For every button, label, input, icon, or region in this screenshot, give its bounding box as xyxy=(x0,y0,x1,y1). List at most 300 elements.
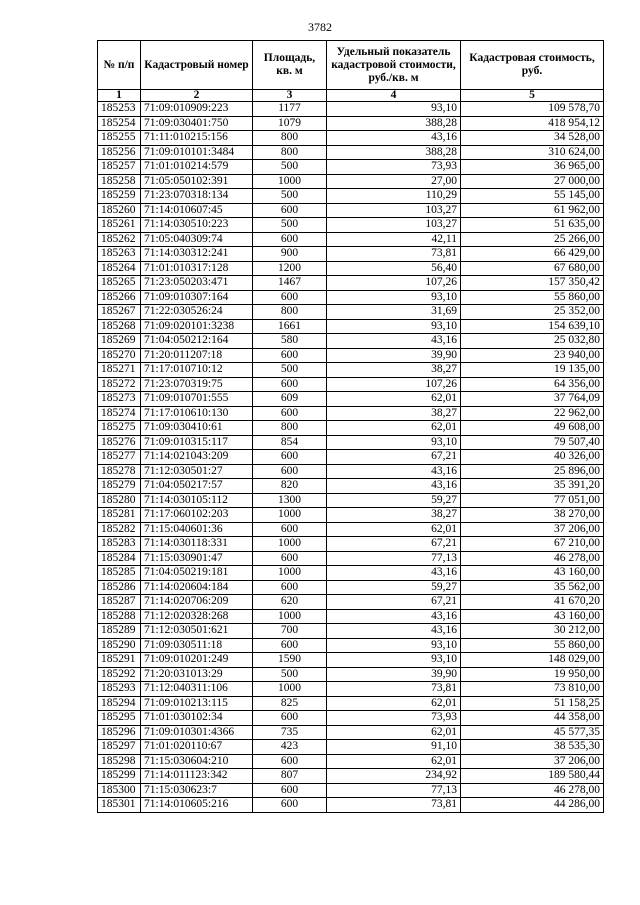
cadastral-value-cell: 67 210,00 xyxy=(461,537,604,552)
cadastral-value-cell: 55 860,00 xyxy=(461,638,604,653)
cadastral-number-cell: 71:09:010301:4366 xyxy=(141,725,253,740)
cadastral-number-cell: 71:09:010307:164 xyxy=(141,290,253,305)
table-row xyxy=(98,131,604,146)
specific-value-cell: 388,28 xyxy=(327,116,461,131)
cadastral-value-cell: 49 608,00 xyxy=(461,421,604,436)
column-number: 2 xyxy=(141,90,253,102)
area-cell: 600 xyxy=(253,638,327,653)
cadastral-number-cell: 71:20:031013:29 xyxy=(141,667,253,682)
row-number-cell: 185254 xyxy=(98,116,141,131)
row-number-cell: 185289 xyxy=(98,624,141,639)
area-cell: 600 xyxy=(253,377,327,392)
specific-value-cell: 43,16 xyxy=(327,624,461,639)
cadastral-value-cell: 46 278,00 xyxy=(461,783,604,798)
cadastral-value-cell: 45 577,35 xyxy=(461,725,604,740)
specific-value-cell: 62,01 xyxy=(327,421,461,436)
row-number-cell: 185282 xyxy=(98,522,141,537)
area-cell: 1000 xyxy=(253,682,327,697)
cadastral-value-cell: 66 429,00 xyxy=(461,247,604,262)
specific-value-cell: 62,01 xyxy=(327,754,461,769)
specific-value-cell: 31,69 xyxy=(327,305,461,320)
cadastral-value-cell: 25 032,80 xyxy=(461,334,604,349)
row-number-cell: 185291 xyxy=(98,653,141,668)
cadastral-value-cell: 55 145,00 xyxy=(461,189,604,204)
cadastral-number-cell: 71:15:030901:47 xyxy=(141,551,253,566)
row-number-cell: 185268 xyxy=(98,319,141,334)
cadastral-value-cell: 38 535,30 xyxy=(461,740,604,755)
cadastral-value-cell: 43 160,00 xyxy=(461,566,604,581)
area-cell: 854 xyxy=(253,435,327,450)
area-cell: 600 xyxy=(253,290,327,305)
area-cell: 1000 xyxy=(253,609,327,624)
cadastral-number-cell: 71:12:040311:106 xyxy=(141,682,253,697)
table-row xyxy=(98,580,604,595)
table-row xyxy=(98,189,604,204)
table-row xyxy=(98,551,604,566)
table-row xyxy=(98,508,604,523)
specific-value-cell: 43,16 xyxy=(327,609,461,624)
cadastral-number-cell: 71:09:030410:61 xyxy=(141,421,253,436)
table-row xyxy=(98,247,604,262)
table-row xyxy=(98,754,604,769)
area-cell: 423 xyxy=(253,740,327,755)
row-number-cell: 185277 xyxy=(98,450,141,465)
table-row xyxy=(98,609,604,624)
cadastral-number-cell: 71:11:010215:156 xyxy=(141,131,253,146)
specific-value-cell: 93,10 xyxy=(327,102,461,117)
cadastral-value-cell: 51 635,00 xyxy=(461,218,604,233)
specific-value-cell: 107,26 xyxy=(327,276,461,291)
row-number-cell: 185299 xyxy=(98,769,141,784)
row-number-cell: 185273 xyxy=(98,392,141,407)
specific-value-cell: 43,16 xyxy=(327,131,461,146)
specific-value-cell: 42,11 xyxy=(327,232,461,247)
table-row xyxy=(98,450,604,465)
row-number-cell: 185278 xyxy=(98,464,141,479)
area-cell: 1000 xyxy=(253,508,327,523)
cadastral-value-cell: 36 965,00 xyxy=(461,160,604,175)
specific-value-cell: 56,40 xyxy=(327,261,461,276)
area-cell: 600 xyxy=(253,711,327,726)
row-number-cell: 185272 xyxy=(98,377,141,392)
cadastral-value-cell: 38 270,00 xyxy=(461,508,604,523)
table-row xyxy=(98,363,604,378)
row-number-cell: 185256 xyxy=(98,145,141,160)
specific-value-cell: 93,10 xyxy=(327,653,461,668)
table-row xyxy=(98,479,604,494)
cadastral-number-cell: 71:14:020706:209 xyxy=(141,595,253,610)
row-number-cell: 185253 xyxy=(98,102,141,117)
header-specific-value: Удельный показатель кадастровой стоимости, руб./кв. м xyxy=(327,41,461,90)
cadastral-number-cell: 71:09:010315:117 xyxy=(141,435,253,450)
specific-value-cell: 38,27 xyxy=(327,508,461,523)
table-row xyxy=(98,595,604,610)
table-row xyxy=(98,232,604,247)
cadastral-value-cell: 22 962,00 xyxy=(461,406,604,421)
table-row xyxy=(98,290,604,305)
cadastral-value-cell: 25 266,00 xyxy=(461,232,604,247)
area-cell: 600 xyxy=(253,348,327,363)
area-cell: 600 xyxy=(253,580,327,595)
cadastral-value-cell: 23 940,00 xyxy=(461,348,604,363)
cadastral-value-cell: 37 206,00 xyxy=(461,522,604,537)
table-row xyxy=(98,406,604,421)
area-cell: 1590 xyxy=(253,653,327,668)
cadastral-number-cell: 71:15:030623:7 xyxy=(141,783,253,798)
specific-value-cell: 27,00 xyxy=(327,174,461,189)
area-cell: 500 xyxy=(253,160,327,175)
cadastral-value-cell: 73 810,00 xyxy=(461,682,604,697)
cadastral-value-cell: 55 860,00 xyxy=(461,290,604,305)
table-row xyxy=(98,319,604,334)
area-cell: 600 xyxy=(253,522,327,537)
cadastral-value-cell: 34 528,00 xyxy=(461,131,604,146)
cadastral-number-cell: 71:12:030501:27 xyxy=(141,464,253,479)
row-number-cell: 185292 xyxy=(98,667,141,682)
specific-value-cell: 38,27 xyxy=(327,406,461,421)
table-row xyxy=(98,711,604,726)
row-number-cell: 185258 xyxy=(98,174,141,189)
specific-value-cell: 43,16 xyxy=(327,464,461,479)
area-cell: 900 xyxy=(253,247,327,262)
cadastral-value-cell: 35 562,00 xyxy=(461,580,604,595)
specific-value-cell: 62,01 xyxy=(327,696,461,711)
row-number-cell: 185279 xyxy=(98,479,141,494)
specific-value-cell: 59,27 xyxy=(327,580,461,595)
table-row xyxy=(98,537,604,552)
table-row xyxy=(98,725,604,740)
table-row xyxy=(98,798,604,813)
cadastral-value-cell: 19 950,00 xyxy=(461,667,604,682)
specific-value-cell: 39,90 xyxy=(327,348,461,363)
column-number: 5 xyxy=(461,90,604,102)
area-cell: 1200 xyxy=(253,261,327,276)
area-cell: 1300 xyxy=(253,493,327,508)
area-cell: 800 xyxy=(253,305,327,320)
cadastral-value-cell: 148 029,00 xyxy=(461,653,604,668)
specific-value-cell: 67,21 xyxy=(327,537,461,552)
specific-value-cell: 73,81 xyxy=(327,798,461,813)
table-row xyxy=(98,682,604,697)
row-number-cell: 185255 xyxy=(98,131,141,146)
cadastral-value-cell: 25 352,00 xyxy=(461,305,604,320)
cadastral-value-cell: 154 639,10 xyxy=(461,319,604,334)
area-cell: 500 xyxy=(253,218,327,233)
specific-value-cell: 43,16 xyxy=(327,479,461,494)
cadastral-number-cell: 71:14:020604:184 xyxy=(141,580,253,595)
cadastral-number-cell: 71:23:050203:471 xyxy=(141,276,253,291)
area-cell: 500 xyxy=(253,667,327,682)
table-row xyxy=(98,653,604,668)
row-number-cell: 185281 xyxy=(98,508,141,523)
column-number-row xyxy=(98,90,604,102)
row-number-cell: 185260 xyxy=(98,203,141,218)
header-area: Площадь, кв. м xyxy=(253,41,327,90)
row-number-cell: 185296 xyxy=(98,725,141,740)
specific-value-cell: 103,27 xyxy=(327,218,461,233)
specific-value-cell: 39,90 xyxy=(327,667,461,682)
table-row xyxy=(98,392,604,407)
specific-value-cell: 93,10 xyxy=(327,319,461,334)
column-number: 1 xyxy=(98,90,141,102)
column-number: 3 xyxy=(253,90,327,102)
specific-value-cell: 234,92 xyxy=(327,769,461,784)
row-number-cell: 185300 xyxy=(98,783,141,798)
row-number-cell: 185269 xyxy=(98,334,141,349)
specific-value-cell: 77,13 xyxy=(327,783,461,798)
table-row xyxy=(98,348,604,363)
row-number-cell: 185284 xyxy=(98,551,141,566)
cadastral-value-cell: 189 580,44 xyxy=(461,769,604,784)
area-cell: 1000 xyxy=(253,174,327,189)
header-cadastral-value: Кадастровая стоимость, руб. xyxy=(461,41,604,90)
area-cell: 600 xyxy=(253,754,327,769)
table-row xyxy=(98,305,604,320)
row-number-cell: 185276 xyxy=(98,435,141,450)
row-number-cell: 185286 xyxy=(98,580,141,595)
specific-value-cell: 43,16 xyxy=(327,566,461,581)
row-number-cell: 185261 xyxy=(98,218,141,233)
cadastral-value-cell: 67 680,00 xyxy=(461,261,604,276)
row-number-cell: 185290 xyxy=(98,638,141,653)
specific-value-cell: 91,10 xyxy=(327,740,461,755)
row-number-cell: 185264 xyxy=(98,261,141,276)
cadastral-number-cell: 71:14:011123:342 xyxy=(141,769,253,784)
cadastral-value-cell: 157 350,42 xyxy=(461,276,604,291)
specific-value-cell: 73,93 xyxy=(327,160,461,175)
area-cell: 1079 xyxy=(253,116,327,131)
cadastral-value-cell: 37 764,09 xyxy=(461,392,604,407)
row-number-cell: 185265 xyxy=(98,276,141,291)
cadastral-value-cell: 44 358,00 xyxy=(461,711,604,726)
column-number: 4 xyxy=(327,90,461,102)
table-row xyxy=(98,102,604,117)
row-number-cell: 185297 xyxy=(98,740,141,755)
cadastral-value-cell: 27 000,00 xyxy=(461,174,604,189)
row-number-cell: 185288 xyxy=(98,609,141,624)
cadastral-number-cell: 71:01:010214:579 xyxy=(141,160,253,175)
cadastral-number-cell: 71:17:010610:130 xyxy=(141,406,253,421)
cadastral-value-cell: 35 391,20 xyxy=(461,479,604,494)
area-cell: 600 xyxy=(253,406,327,421)
row-number-cell: 185285 xyxy=(98,566,141,581)
cadastral-number-cell: 71:12:020328:268 xyxy=(141,609,253,624)
header-row-number: № п/п xyxy=(98,41,141,90)
cadastral-number-cell: 71:14:030118:331 xyxy=(141,537,253,552)
table-row xyxy=(98,377,604,392)
cadastral-value-cell: 51 158,25 xyxy=(461,696,604,711)
cadastral-value-cell: 30 212,00 xyxy=(461,624,604,639)
table-body xyxy=(98,102,604,813)
cadastral-number-cell: 71:23:070318:134 xyxy=(141,189,253,204)
table-row xyxy=(98,334,604,349)
cadastral-value-cell: 41 670,20 xyxy=(461,595,604,610)
area-cell: 609 xyxy=(253,392,327,407)
specific-value-cell: 103,27 xyxy=(327,203,461,218)
table-row xyxy=(98,638,604,653)
table-row xyxy=(98,493,604,508)
table-row xyxy=(98,203,604,218)
table-row xyxy=(98,464,604,479)
specific-value-cell: 107,26 xyxy=(327,377,461,392)
row-number-cell: 185287 xyxy=(98,595,141,610)
specific-value-cell: 93,10 xyxy=(327,435,461,450)
cadastral-value-cell: 109 578,70 xyxy=(461,102,604,117)
specific-value-cell: 93,10 xyxy=(327,638,461,653)
table-row xyxy=(98,174,604,189)
area-cell: 825 xyxy=(253,696,327,711)
cadastral-value-cell: 79 507,40 xyxy=(461,435,604,450)
area-cell: 800 xyxy=(253,421,327,436)
cadastral-number-cell: 71:20:011207:18 xyxy=(141,348,253,363)
specific-value-cell: 77,13 xyxy=(327,551,461,566)
cadastral-number-cell: 71:09:010213:115 xyxy=(141,696,253,711)
area-cell: 800 xyxy=(253,145,327,160)
table-row xyxy=(98,769,604,784)
table-row xyxy=(98,783,604,798)
table-row xyxy=(98,667,604,682)
row-number-cell: 185259 xyxy=(98,189,141,204)
cadastral-value-cell: 43 160,00 xyxy=(461,609,604,624)
area-cell: 500 xyxy=(253,363,327,378)
table-row xyxy=(98,261,604,276)
cadastral-value-cell: 37 206,00 xyxy=(461,754,604,769)
cadastral-number-cell: 71:15:030604:210 xyxy=(141,754,253,769)
cadastral-number-cell: 71:14:021043:209 xyxy=(141,450,253,465)
cadastral-number-cell: 71:14:010607:45 xyxy=(141,203,253,218)
specific-value-cell: 67,21 xyxy=(327,450,461,465)
specific-value-cell: 43,16 xyxy=(327,334,461,349)
specific-value-cell: 110,29 xyxy=(327,189,461,204)
cadastral-number-cell: 71:09:010201:249 xyxy=(141,653,253,668)
row-number-cell: 185262 xyxy=(98,232,141,247)
row-number-cell: 185283 xyxy=(98,537,141,552)
cadastral-number-cell: 71:17:060102:203 xyxy=(141,508,253,523)
table-row xyxy=(98,740,604,755)
row-number-cell: 185257 xyxy=(98,160,141,175)
cadastral-number-cell: 71:22:030526:24 xyxy=(141,305,253,320)
row-number-cell: 185271 xyxy=(98,363,141,378)
cadastral-number-cell: 71:01:020110:67 xyxy=(141,740,253,755)
area-cell: 600 xyxy=(253,232,327,247)
area-cell: 600 xyxy=(253,783,327,798)
row-number-cell: 185295 xyxy=(98,711,141,726)
table-row xyxy=(98,421,604,436)
cadastral-number-cell: 71:04:050219:181 xyxy=(141,566,253,581)
area-cell: 600 xyxy=(253,798,327,813)
table-row xyxy=(98,435,604,450)
cadastral-value-cell: 64 356,00 xyxy=(461,377,604,392)
cadastral-number-cell: 71:12:030501:621 xyxy=(141,624,253,639)
row-number-cell: 185275 xyxy=(98,421,141,436)
cadastral-number-cell: 71:14:030312:241 xyxy=(141,247,253,262)
area-cell: 1000 xyxy=(253,537,327,552)
cadastral-value-cell: 44 286,00 xyxy=(461,798,604,813)
table-row xyxy=(98,566,604,581)
specific-value-cell: 388,28 xyxy=(327,145,461,160)
area-cell: 600 xyxy=(253,450,327,465)
cadastral-value-table xyxy=(97,40,604,813)
cadastral-number-cell: 71:09:010701:555 xyxy=(141,392,253,407)
specific-value-cell: 73,93 xyxy=(327,711,461,726)
area-cell: 600 xyxy=(253,203,327,218)
area-cell: 807 xyxy=(253,769,327,784)
cadastral-number-cell: 71:01:030102:34 xyxy=(141,711,253,726)
cadastral-value-cell: 61 962,00 xyxy=(461,203,604,218)
cadastral-number-cell: 71:09:030511:18 xyxy=(141,638,253,653)
area-cell: 700 xyxy=(253,624,327,639)
table-row xyxy=(98,116,604,131)
area-cell: 1177 xyxy=(253,102,327,117)
area-cell: 500 xyxy=(253,189,327,204)
table-row xyxy=(98,218,604,233)
cadastral-number-cell: 71:05:040309:74 xyxy=(141,232,253,247)
cadastral-number-cell: 71:09:010101:3484 xyxy=(141,145,253,160)
area-cell: 820 xyxy=(253,479,327,494)
page-number: 3782 xyxy=(308,20,332,34)
cadastral-value-cell: 77 051,00 xyxy=(461,493,604,508)
cadastral-value-cell: 25 896,00 xyxy=(461,464,604,479)
specific-value-cell: 62,01 xyxy=(327,522,461,537)
table-row xyxy=(98,160,604,175)
row-number-cell: 185293 xyxy=(98,682,141,697)
cadastral-number-cell: 71:01:010317:128 xyxy=(141,261,253,276)
row-number-cell: 185270 xyxy=(98,348,141,363)
cadastral-number-cell: 71:23:070319:75 xyxy=(141,377,253,392)
cadastral-number-cell: 71:14:010605:216 xyxy=(141,798,253,813)
table-row xyxy=(98,696,604,711)
header-cadastral-number: Кадастровый номер xyxy=(141,41,253,90)
cadastral-number-cell: 71:04:050212:164 xyxy=(141,334,253,349)
table-row xyxy=(98,145,604,160)
specific-value-cell: 73,81 xyxy=(327,247,461,262)
area-cell: 800 xyxy=(253,131,327,146)
specific-value-cell: 62,01 xyxy=(327,392,461,407)
table-header-row xyxy=(98,41,604,90)
cadastral-number-cell: 71:04:050217:57 xyxy=(141,479,253,494)
area-cell: 600 xyxy=(253,551,327,566)
area-cell: 735 xyxy=(253,725,327,740)
area-cell: 580 xyxy=(253,334,327,349)
row-number-cell: 185266 xyxy=(98,290,141,305)
row-number-cell: 185280 xyxy=(98,493,141,508)
cadastral-number-cell: 71:14:030105:112 xyxy=(141,493,253,508)
cadastral-number-cell: 71:14:030510:223 xyxy=(141,218,253,233)
specific-value-cell: 59,27 xyxy=(327,493,461,508)
row-number-cell: 185267 xyxy=(98,305,141,320)
area-cell: 1467 xyxy=(253,276,327,291)
cadastral-number-cell: 71:09:020101:3238 xyxy=(141,319,253,334)
specific-value-cell: 73,81 xyxy=(327,682,461,697)
cadastral-number-cell: 71:09:030401:750 xyxy=(141,116,253,131)
area-cell: 600 xyxy=(253,464,327,479)
row-number-cell: 185294 xyxy=(98,696,141,711)
cadastral-number-cell: 71:17:010710:12 xyxy=(141,363,253,378)
table-row xyxy=(98,624,604,639)
specific-value-cell: 62,01 xyxy=(327,725,461,740)
row-number-cell: 185274 xyxy=(98,406,141,421)
row-number-cell: 185298 xyxy=(98,754,141,769)
cadastral-value-cell: 418 954,12 xyxy=(461,116,604,131)
cadastral-number-cell: 71:09:010909:223 xyxy=(141,102,253,117)
specific-value-cell: 38,27 xyxy=(327,363,461,378)
specific-value-cell: 67,21 xyxy=(327,595,461,610)
cadastral-number-cell: 71:15:040601:36 xyxy=(141,522,253,537)
area-cell: 620 xyxy=(253,595,327,610)
row-number-cell: 185301 xyxy=(98,798,141,813)
cadastral-value-cell: 310 624,00 xyxy=(461,145,604,160)
specific-value-cell: 93,10 xyxy=(327,290,461,305)
